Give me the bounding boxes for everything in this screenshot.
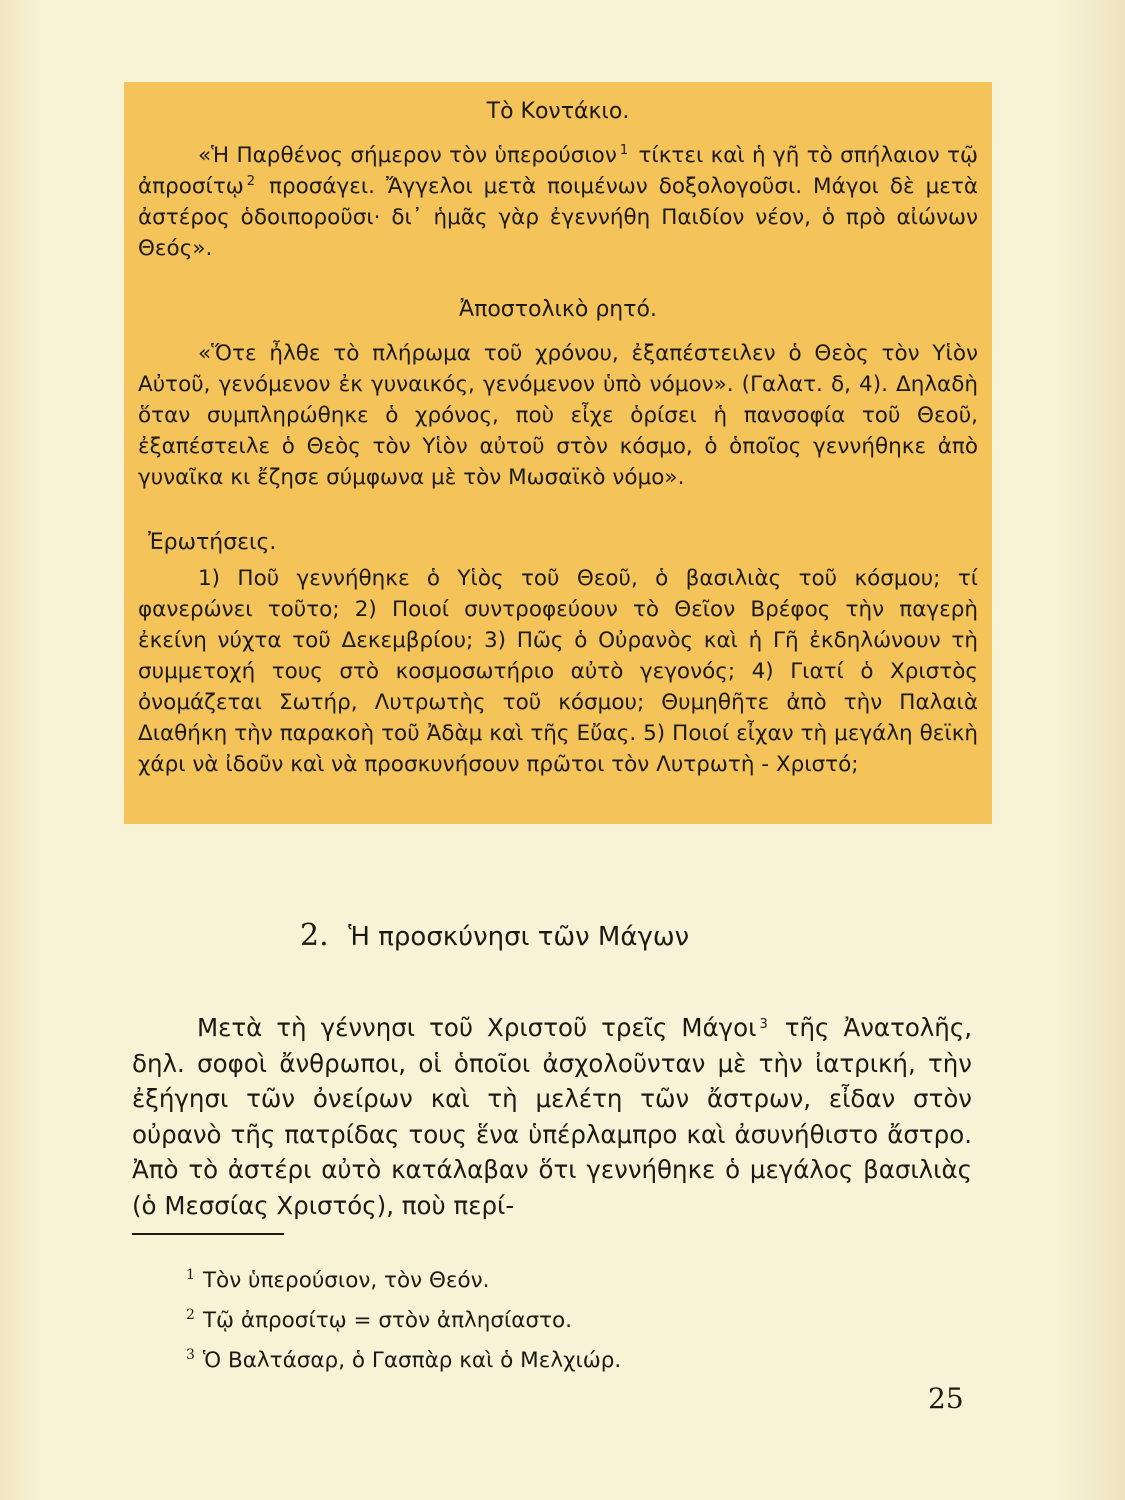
highlighted-box: [124, 82, 992, 824]
body-paragraph: Μετὰ τὴ γέννησι τοῦ Χριστοῦ τρεῖς Μάγοι $^3$ τῆς Ἀνατολῆς, δηλ. σοφοὶ ἄνθρωποι, οἱ ὁποῖοι ἀσχολοῦνταν μὲ τὴν ἰατρική, τὴν ἐξήγησι τῶν ὀνείρων καὶ τὴ μελέτη τῶν ἄστρων, εἶδαν στὸν οὐρανὸ τῆς πατρίδας τους ἕνα ὑπέρλαμπρο καὶ ἀσυνήθιστο ἄστρο. Ἀπὸ τὸ ἀστέρι αὐτὸ κατάλαβαν ὅτι γεννήθηκε ὁ μεγάλος βασιλιὰς (ὁ Μεσσίας Χριστός), ποὺ περί-: [132, 1013, 972, 1220]
questions-heading: Ἐρωτήσεις.: [148, 530, 277, 555]
page-number: 25: [928, 1382, 964, 1415]
footnote-2: $^2$ Τῷ ἀπροσίτῳ = στὸν ἀπλησίαστο.: [186, 1307, 573, 1334]
kontakio-heading: Τὸ Κοντάκιο.: [486, 99, 630, 124]
footnote-ref-3: 3: [759, 1017, 768, 1032]
footnote-ref-2: 2: [246, 174, 256, 189]
footnotes: [186, 1258, 886, 1378]
questions-text: 1) Ποῦ γεννήθηκε ὁ Υἱὸς τοῦ Θεοῦ, ὁ βασιλιὰς τοῦ κόσμου; τί φανερώνει τοῦτο; 2) Ποιοί συντροφεύουν τὸ Θεῖον Βρέφος τὴν παγερὴ ἐκείνη νύχτα τοῦ Δεκεμβρίου; 3) Πῶς ὁ Οὐρανὸς καὶ ἡ Γῆ ἐκδηλώνουν τὴ συμμετοχή τους στὸ κοσμοσωτήριο αὐτὸ γεγονός; 4) Γιατί ὁ Χριστὸς ὀνομάζεται Σωτήρ, Λυτρωτὴς τοῦ κόσμου; Θυμηθῆτε ἀπὸ τὴν Παλαιὰ Διαθήκη τὴν παρακοὴ τοῦ Ἀδὰμ καὶ τῆς Εὔας. 5) Ποιοί εἶχαν τὴ μεγάλη θεϊκὴ χάρι νὰ ἰδοῦν καὶ νὰ προσκυνήσουν πρῶτοι τὸν Λυτρωτὴ - Χριστό;: [138, 566, 978, 777]
kontakio-text: «Ἡ Παρθένος σήμερον τὸν ὑπερούσιον $^1$ τίκτει καὶ ἡ γῆ τὸ σπήλαιον τῷ ἀπροσίτῳ $^2$ προσάγει. Ἄγγελοι μετὰ ποιμένων δοξολογοῦσι. Μάγοι δὲ μετὰ ἀστέρος ὁδοιποροῦσι· δι᾽ ἡμᾶς γὰρ ἐγεννήθη Παιδίον νέον, ὁ πρὸ αἰώνων Θεός».: [138, 143, 978, 261]
apostolic-heading: Ἀποστολικὸ ρητό.: [459, 297, 657, 322]
section-title-text: Ἡ προσκύνησι τῶν Μάγων: [348, 922, 690, 952]
footnote-ref-1: 1: [619, 143, 629, 158]
section-title: [300, 913, 689, 960]
apostolic-text: «Ὅτε ἦλθε τὸ πλήρωμα τοῦ χρόνου, ἐξαπέστειλεν ὁ Θεὸς τὸν Υἱὸν Αὐτοῦ, γενόμενον ἐκ γυναικός, γενόμενον ὑπὸ νόμον». (Γαλατ. δ, 4). Δηλαδὴ ὅταν συμπληρώθηκε ὁ χρόνος, ποὺ εἶχε ὁρίσει ἡ πανσοφία τοῦ Θεοῦ, ἐξαπέστειλε ὁ Θεὸς τὸν Υἱὸν αὐτοῦ στὸν κόσμο, ὁ ὁποῖος γεννήθηκε ἀπὸ γυναῖκα κι ἔζησε σύμφωνα μὲ τὸν Μωσαϊκὸ νόμο».: [138, 341, 978, 490]
section-number: 2.: [300, 918, 329, 953]
footnote-1: $^1$ Τὸν ὑπερούσιον, τὸν Θεόν.: [186, 1267, 490, 1294]
footnote-3: $^3$ Ὁ Βαλτάσαρ, ὁ Γασπὰρ καὶ ὁ Μελχιώρ.: [186, 1347, 622, 1374]
footnote-divider: [132, 1233, 284, 1235]
